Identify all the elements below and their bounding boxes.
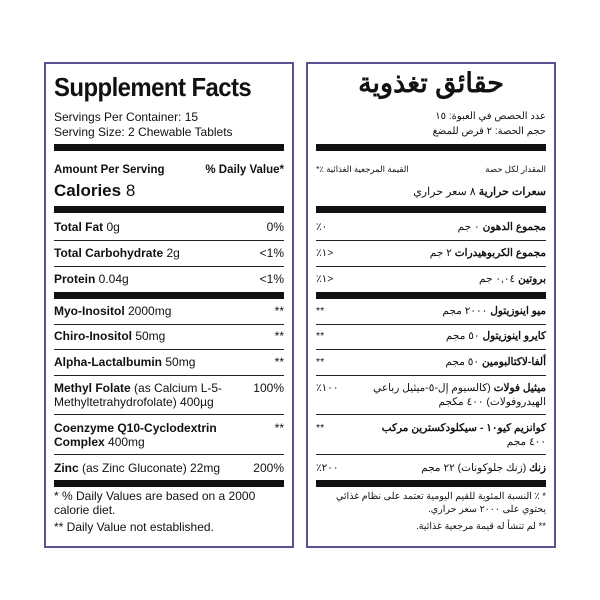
nutrient-amount: 0g (103, 220, 120, 234)
nutrient-amount: (as Calcium L-5-Methyltetrahydrofolate) 400µg (54, 381, 223, 409)
footnote-not-established: ** لم تنشأ له قيمة مرجعية غذائية. (416, 521, 546, 532)
serving-size: Serving Size: 2 Chewable Tablets (54, 125, 233, 139)
nutrient-name: Myo-Inositol (54, 304, 125, 318)
nutrient-amount: ٤٠٠ مجم (506, 436, 546, 448)
supplement-facts-panel-english (44, 62, 294, 548)
divider-thick (54, 292, 284, 299)
divider-thick (54, 480, 284, 487)
nutrient-daily-value: <1% (259, 246, 284, 260)
nutrient-name: Zinc (54, 461, 79, 475)
divider-thick (316, 480, 546, 487)
footnote-daily-values: * ٪ النسبة المئوية للقيم اليومية تعتمد على نظام غذائي يحتوي على ٢٠٠٠ سعر حراري. (336, 491, 546, 515)
calories-value: ٨ سعر حراري (413, 186, 476, 198)
nutrient-amount: 2g (163, 246, 180, 260)
divider (316, 414, 546, 415)
footnote-daily-values: * % Daily Values are based on a 2000 calorie diet. (54, 489, 256, 517)
nutrient-name: بروتين (518, 273, 546, 285)
nutrient-daily-value: ** (316, 422, 325, 434)
divider (54, 414, 284, 415)
nutrient-daily-value: 0% (266, 220, 284, 234)
nutrient-name: Coenzyme Q10-Cyclodextrin Complex (54, 421, 217, 449)
calories-row (316, 185, 546, 198)
nutrient-name: مجموع الكربوهيدرات (454, 247, 546, 259)
nutrient-name: زنك (529, 462, 546, 474)
nutrient-daily-value: ** (274, 355, 284, 369)
serving-size: حجم الحصة: ٢ قرص للمضغ (432, 126, 546, 137)
nutrient-name: كايرو اينوزيتول (482, 330, 546, 342)
nutrient-amount: (كالسيوم إل-٥-ميثيل رباعي الهيدروفولات) ٤٠٠ مكجم (373, 382, 546, 408)
calories-label: Calories (54, 181, 122, 200)
nutrient-amount: (as Zinc Gluconate) 22mg (78, 461, 221, 475)
amount-per-serving-label: Amount Per Serving (54, 164, 165, 176)
nutrient-amount: ٠,٠٤ جم (478, 273, 519, 285)
nutrient-daily-value: ** (316, 330, 325, 342)
nutrient-amount: ٠ جم (457, 221, 483, 233)
nutrient-daily-value: ١٠٠٪ (316, 382, 339, 394)
nutrient-amount: 2000mg (124, 304, 172, 318)
divider (316, 240, 546, 241)
nutrient-name: Alpha-Lactalbumin (54, 355, 163, 369)
calories-row (54, 181, 284, 201)
nutrient-name: كوانزيم كيو١٠ - سيكلودكسترين مركب (381, 422, 546, 434)
servings-per-container: عدد الحصص في العبوة: ١٥ (435, 111, 546, 122)
divider (54, 266, 284, 267)
calories-label: سعرات حرارية (478, 186, 546, 198)
divider-thick (54, 206, 284, 213)
nutrient-name: مجموع الدهون (482, 221, 546, 233)
divider-thick (316, 206, 546, 213)
nutrient-amount: 0.04g (95, 272, 129, 286)
nutrient-name: ميثيل فولات (493, 382, 546, 394)
nutrient-name: ألفا-لاكتالبومين (481, 356, 546, 368)
nutrient-daily-value: <1% (259, 272, 284, 286)
nutrient-name: Methyl Folate (54, 381, 131, 395)
divider (316, 266, 546, 267)
nutrient-amount: ٢ جم (429, 247, 455, 259)
divider (54, 375, 284, 376)
divider (54, 324, 284, 325)
nutrient-amount: (زنك جلوكونات) ٢٢ مجم (421, 462, 530, 474)
divider (316, 349, 546, 350)
daily-value-header: % Daily Value* (205, 164, 284, 176)
nutrient-amount: ٥٠ مجم (445, 356, 482, 368)
nutrient-daily-value: 200% (253, 461, 284, 475)
daily-value-header: القيمة المرجعية الغذائية ٪* (316, 164, 409, 174)
nutrient-daily-value: 100% (253, 381, 284, 395)
servings-per-container: Servings Per Container: 15 (54, 110, 199, 124)
divider-thick (316, 292, 546, 299)
panel-title: Supplement Facts (54, 72, 252, 102)
footnote-not-established: ** Daily Value not established. (54, 520, 214, 534)
divider (316, 375, 546, 376)
nutrient-amount: 400mg (104, 435, 145, 449)
amount-per-serving-label: المقدار لكل حصة (485, 164, 546, 174)
nutrient-daily-value: ** (274, 421, 284, 435)
nutrient-daily-value: ** (316, 356, 325, 368)
divider (54, 454, 284, 455)
nutrient-name: Chiro-Inositol (54, 329, 132, 343)
nutrient-daily-value: ٢٠٠٪ (316, 462, 339, 474)
divider (316, 324, 546, 325)
calories-value: 8 (125, 181, 136, 200)
nutrient-daily-value: ** (316, 305, 325, 317)
nutrient-amount: 50mg (132, 329, 166, 343)
supplement-facts-panel-arabic (306, 62, 556, 548)
divider (316, 454, 546, 455)
panel-title: حقائق تغذوية (358, 68, 504, 98)
nutrient-name: Total Carbohydrate (54, 246, 164, 260)
nutrient-daily-value: <١٪ (316, 273, 334, 285)
nutrient-amount: 50mg (162, 355, 196, 369)
divider-thick (54, 144, 284, 151)
nutrient-daily-value: ** (274, 329, 284, 343)
nutrient-amount: ٥٠ مجم (445, 330, 483, 342)
nutrient-name: Protein (54, 272, 96, 286)
nutrient-name: Total Fat (54, 220, 104, 234)
nutrient-daily-value: ** (274, 304, 284, 318)
divider-thick (316, 144, 546, 151)
nutrient-daily-value: ٠٪ (316, 221, 328, 233)
divider (54, 240, 284, 241)
nutrient-amount: ٢٠٠٠ مجم (442, 305, 491, 317)
nutrient-name: ميو اينوزيتول (490, 305, 546, 317)
nutrient-daily-value: <١٪ (316, 247, 334, 259)
divider (54, 349, 284, 350)
